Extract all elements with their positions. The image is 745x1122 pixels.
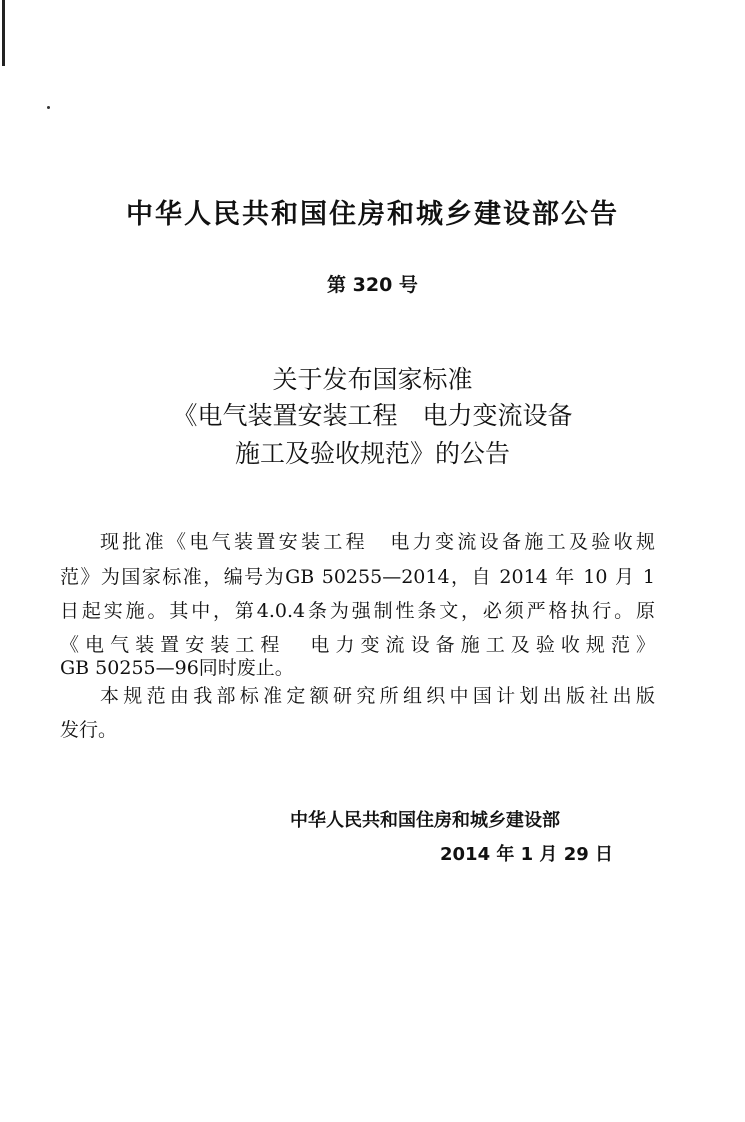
body-line: 范》为国家标准，编号为GB 50255—2014，自 2014 年 10 月 1	[60, 566, 655, 588]
issue-date: 2014 年 1 月 29 日	[440, 844, 614, 865]
scan-artifact-dot	[47, 106, 50, 109]
subtitle-line: 《电气装置安装工程 电力变流设备	[172, 401, 573, 430]
subtitle-line: 关于发布国家标准	[272, 365, 473, 394]
body-line: 现批准《电气装置安装工程 电力变流设备施工及验收规	[100, 531, 655, 553]
subtitle-line: 施工及验收规范》的公告	[234, 439, 510, 468]
body-line: 《电气装置安装工程 电力变流设备施工及验收规范》	[60, 634, 655, 656]
body-line: 日起实施。其中，第4.0.4条为强制性条文，必须严格执行。原	[60, 600, 655, 622]
body-line: 发行。	[60, 719, 118, 741]
announcement-title: 中华人民共和国住房和城乡建设部公告	[126, 199, 619, 230]
body-line: 本规范由我部标准定额研究所组织中国计划出版社出版	[100, 685, 655, 707]
issuer-signature: 中华人民共和国住房和城乡建设部	[290, 810, 560, 831]
body-line: GB 50255—96同时废止。	[60, 657, 294, 679]
announcement-number: 第 320 号	[327, 274, 418, 296]
scan-artifact-bar	[2, 0, 5, 66]
